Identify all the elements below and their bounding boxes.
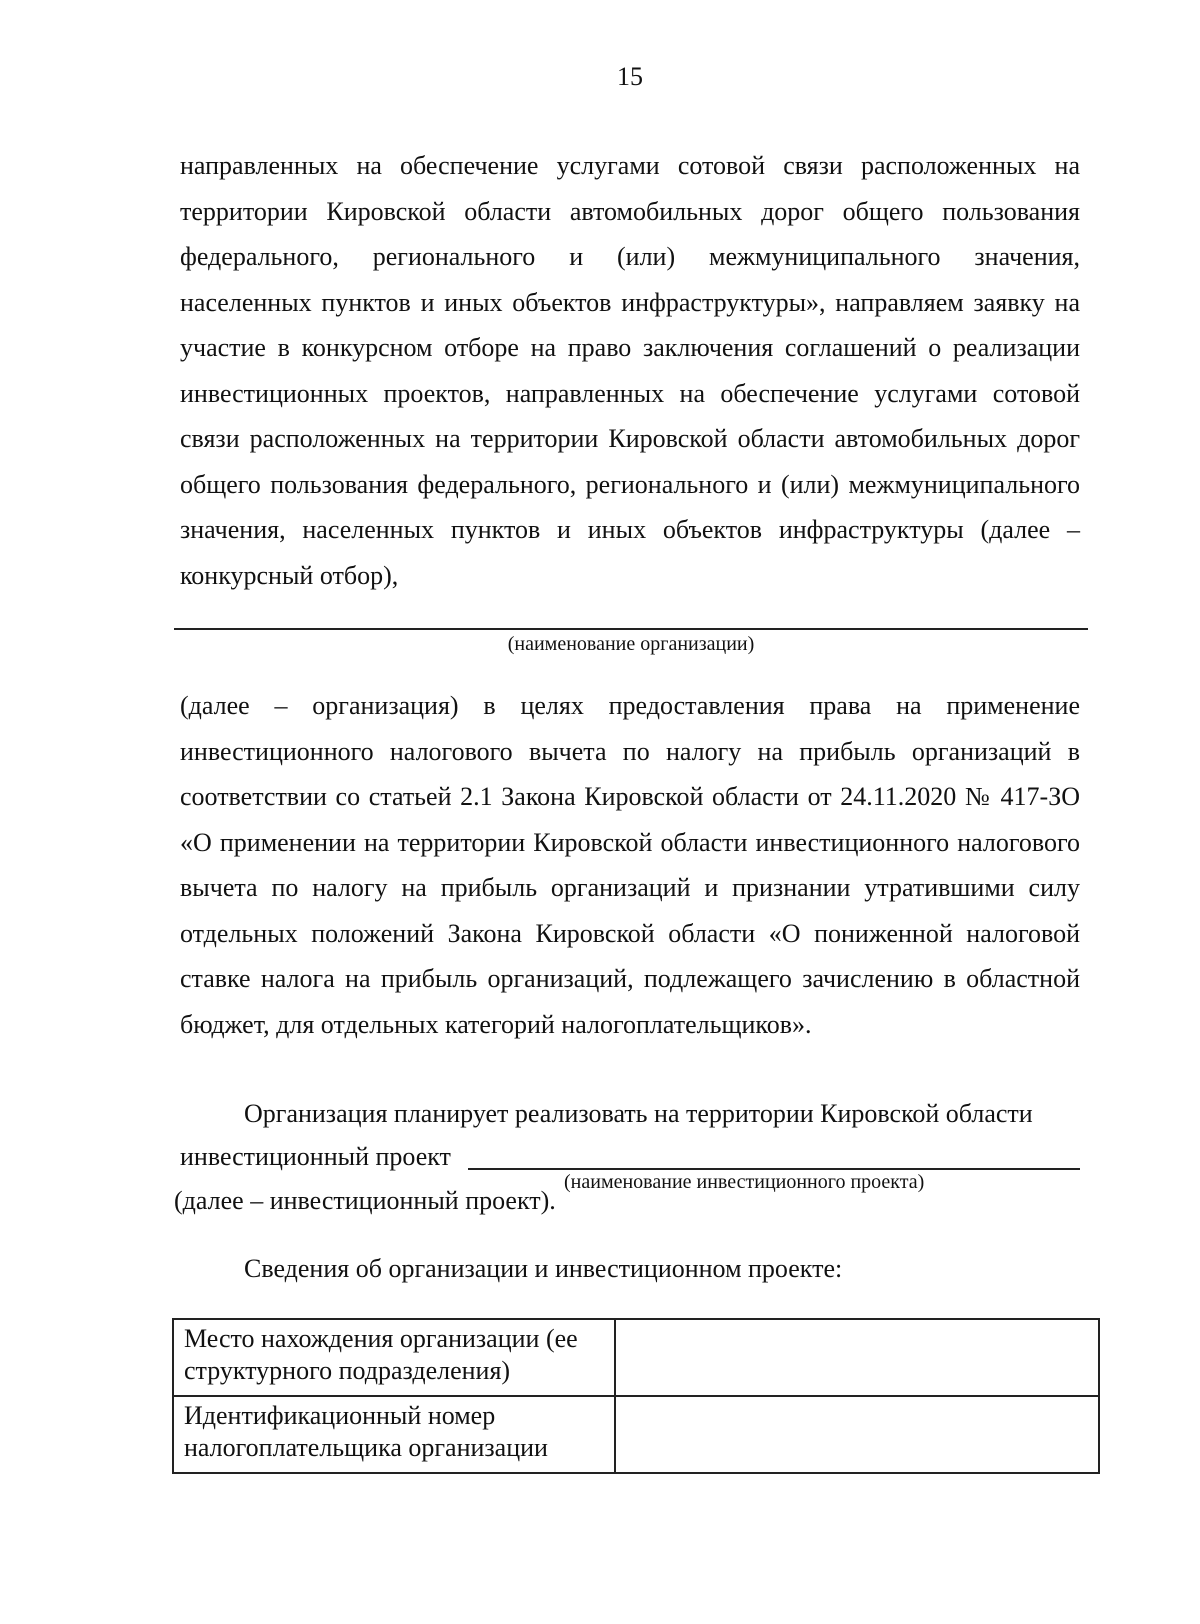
table-row [173,1319,1099,1396]
organization-name-caption: (наименование организации) [507,633,755,655]
paragraph-2: (далее – организация) в целях предоставления права на применение инвестиционного налогового вычета по налогу на прибыль организаций в соответствии со статьей 2.1 Закона Кировской области от 24.11.2020 № 417-ЗО «О применении на территории Кировской области инвестиционного налогового вычета по налогу на прибыль организаций и признании утратившими силу отдельных положений Закона Кировской области «О пониженной налоговой ставке налога на прибыль организаций, подлежащего зачислению в областной бюджет, для отдельных категорий налогоплательщиков». [180,691,1080,1039]
project-label: инвестиционный проект [180,1142,451,1171]
table-label-cell: Место нахождения организации (ее структурного подразделения) [173,1319,615,1396]
paragraph-1: направленных на обеспечение услугами сотовой связи расположенных на территории Кировской области автомобильных дорог общего пользования федерального, регионального и (или) межмуниципального значения, населенных пунктов и иных объектов инфраструктуры», направляем заявку на участие в конкурсном отборе на право заключения соглашений о реализации инвестиционных проектов, направленных на обеспечение услугами сотовой связи расположенных на территории Кировской области автомобильных дорог общего пользования федерального, регионального и (или) межмуниципального значения, населенных пунктов и иных объектов инфраструктуры (далее – конкурсный отбор), [180,151,1080,590]
table-row [173,1396,1099,1473]
info-table [172,1318,1100,1474]
table-value-cell[interactable] [615,1396,1099,1473]
section-title: Сведения об организации и инвестиционном проекте: [244,1254,843,1283]
project-intro: Организация планирует реализовать на территории Кировской области [244,1099,1033,1128]
table-value-cell[interactable] [615,1319,1099,1396]
page-number: 15 [617,62,643,91]
table-label-cell: Идентификационный номер налогоплательщика организации [173,1396,615,1473]
project-name-caption: (наименование инвестиционного проекта) [564,1171,925,1193]
organization-name-blank[interactable] [174,628,1088,630]
project-hereafter: (далее – инвестиционный проект). [174,1186,556,1215]
